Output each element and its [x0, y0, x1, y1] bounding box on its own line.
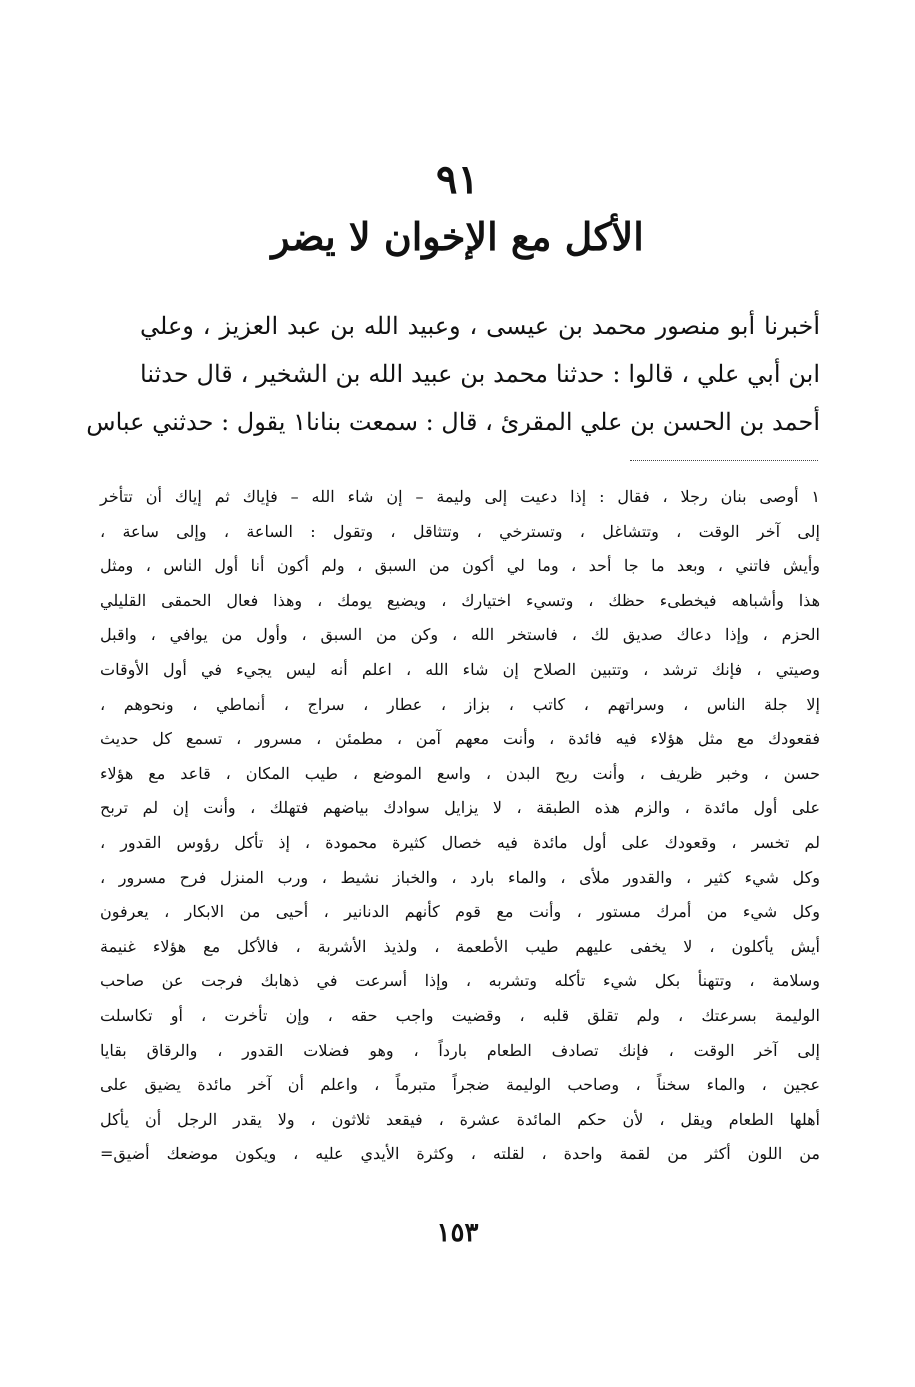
- footnote-line: فقعودك مع مثل هؤلاء فيه فائدة ، وأنت معهم آمن ، مطمئن ، مسرور ، تسمع كل حديث: [100, 729, 820, 749]
- footnote-line: أيش يأكلون ، لا يخفى عليهم طيب الأطعمة ، ولذيذ الأشربة ، فالأكل مع هؤلاء غنيمة: [100, 936, 820, 956]
- footnote-line: من اللون أكثر من لقمة واحدة ، لقلته ، وكثرة الأيدي عليه ، ويكون موضعك أضيق=: [100, 1144, 820, 1164]
- footnote-line: وأيش فاتني ، وبعد ما جا أحد ، وما لي أكون من السبق ، ولم أكون أنا أول الناس ، ومثل: [100, 556, 820, 576]
- footnote-line: وصيتي ، فإنك ترشد ، وتتبين الصلاح إن شاء الله ، اعلم أنه ليس يجيء في أول الأوقات: [100, 659, 821, 679]
- page-number: ١٥٣: [436, 1218, 479, 1248]
- footnote-line: وكل شيء كثير ، والقدور ملأى ، والماء بارد ، والخباز نشيط ، ورب المنزل فرح مسرور ،: [100, 867, 820, 887]
- footnote-line: إلى آخر الوقت ، وتتشاغل ، وتسترخي ، وتتثاقل ، وتقول : الساعة ، وإلى ساعة ،: [100, 521, 820, 541]
- footnote-line: حسن ، وخبر ظريف ، وأنت ريح البدن ، واسع الموضع ، طيب المكان ، قاعد مع هؤلاء: [100, 763, 820, 783]
- footnote-line: ١ أوصى بنان رجلا ، فقال : إذا دعيت إلى وليمة – إن شاء الله – فإياك ثم إياك أن تتأخر: [100, 487, 820, 506]
- footnote-line: وكل شيء من أمرك مستور ، وأنت مع قوم كأنهم الدنانير ، أحيى من الابكار ، يعرفون: [100, 902, 820, 922]
- footnote-line: عجين ، والماء سخناً ، وصاحب الوليمة ضجراً متبرماً ، واعلم أن آخر مائدة يضيق على: [100, 1075, 820, 1095]
- footnote-line: الوليمة بسرعتك ، ولم تقلق قلبه ، وقضيت واجب حقه ، وإن تأخرت ، أو تكاسلت: [100, 1005, 820, 1025]
- footnote-line: إلى آخر الوقت ، فإنك تصادف الطعام بارداً ، وهو فضلات القدور ، والرقاق بقايا: [100, 1040, 820, 1060]
- footnote-line: وسلامة ، وتتهنأ بكل شيء تأكله وتشربه ، وإذا أسرعت في ذهابك فرجت عن صاحب: [100, 971, 820, 991]
- footnote-line: الحزم ، وإذا دعاك صديق لك ، فاستخر الله ، وكن من السبق ، وأول من يوافي ، واقبل: [100, 625, 820, 645]
- main-text-line: أخبرنا أبو منصور محمد بن عيسى ، وعبيد الله بن عبد العزيز ، وعلي: [140, 312, 820, 340]
- main-text: [86, 302, 820, 446]
- footnote-line: هذا وأشباهه فيخطىء حظك ، وتسيء اختيارك ، ويضيع يومك ، وهذا فعال الحمقى القليلي: [100, 590, 820, 610]
- main-text-line: أحمد بن الحسن بن علي المقرئ ، قال : سمعت بنانا١ يقول : حدثني عباس: [86, 408, 820, 436]
- footnote: [100, 480, 820, 1172]
- main-text-line: ابن أبي علي ، قالوا : حدثنا محمد بن عبيد الله بن الشخير ، قال حدثنا: [140, 360, 820, 388]
- footnote-divider: [630, 460, 818, 461]
- chapter-title: الأكل مع الإخوان لا يضر: [271, 214, 644, 259]
- footnote-line: إلا جلة الناس ، وسراتهم ، كاتب ، بزاز ، عطار ، سراج ، أنماطي ، ونحوهم ،: [100, 694, 820, 714]
- footnote-line: أهلها الطعام ويقل ، لأن حكم المائدة عشرة ، فيقعد ثلاثون ، ولا يقدر الرجل أن يأكل: [100, 1109, 820, 1129]
- footnote-line: لم تخسر ، وقعودك على أول مائدة فيه خصال كثيرة محمودة ، إذ تأكل رؤوس القدور ،: [100, 832, 820, 852]
- chapter-number: ٩١: [436, 156, 479, 203]
- footnote-line: على أول مائدة ، والزم هذه الطبقة ، لا يزايل سوادك بياضهم فتهلك ، وأنت إن لم تربح: [100, 798, 821, 818]
